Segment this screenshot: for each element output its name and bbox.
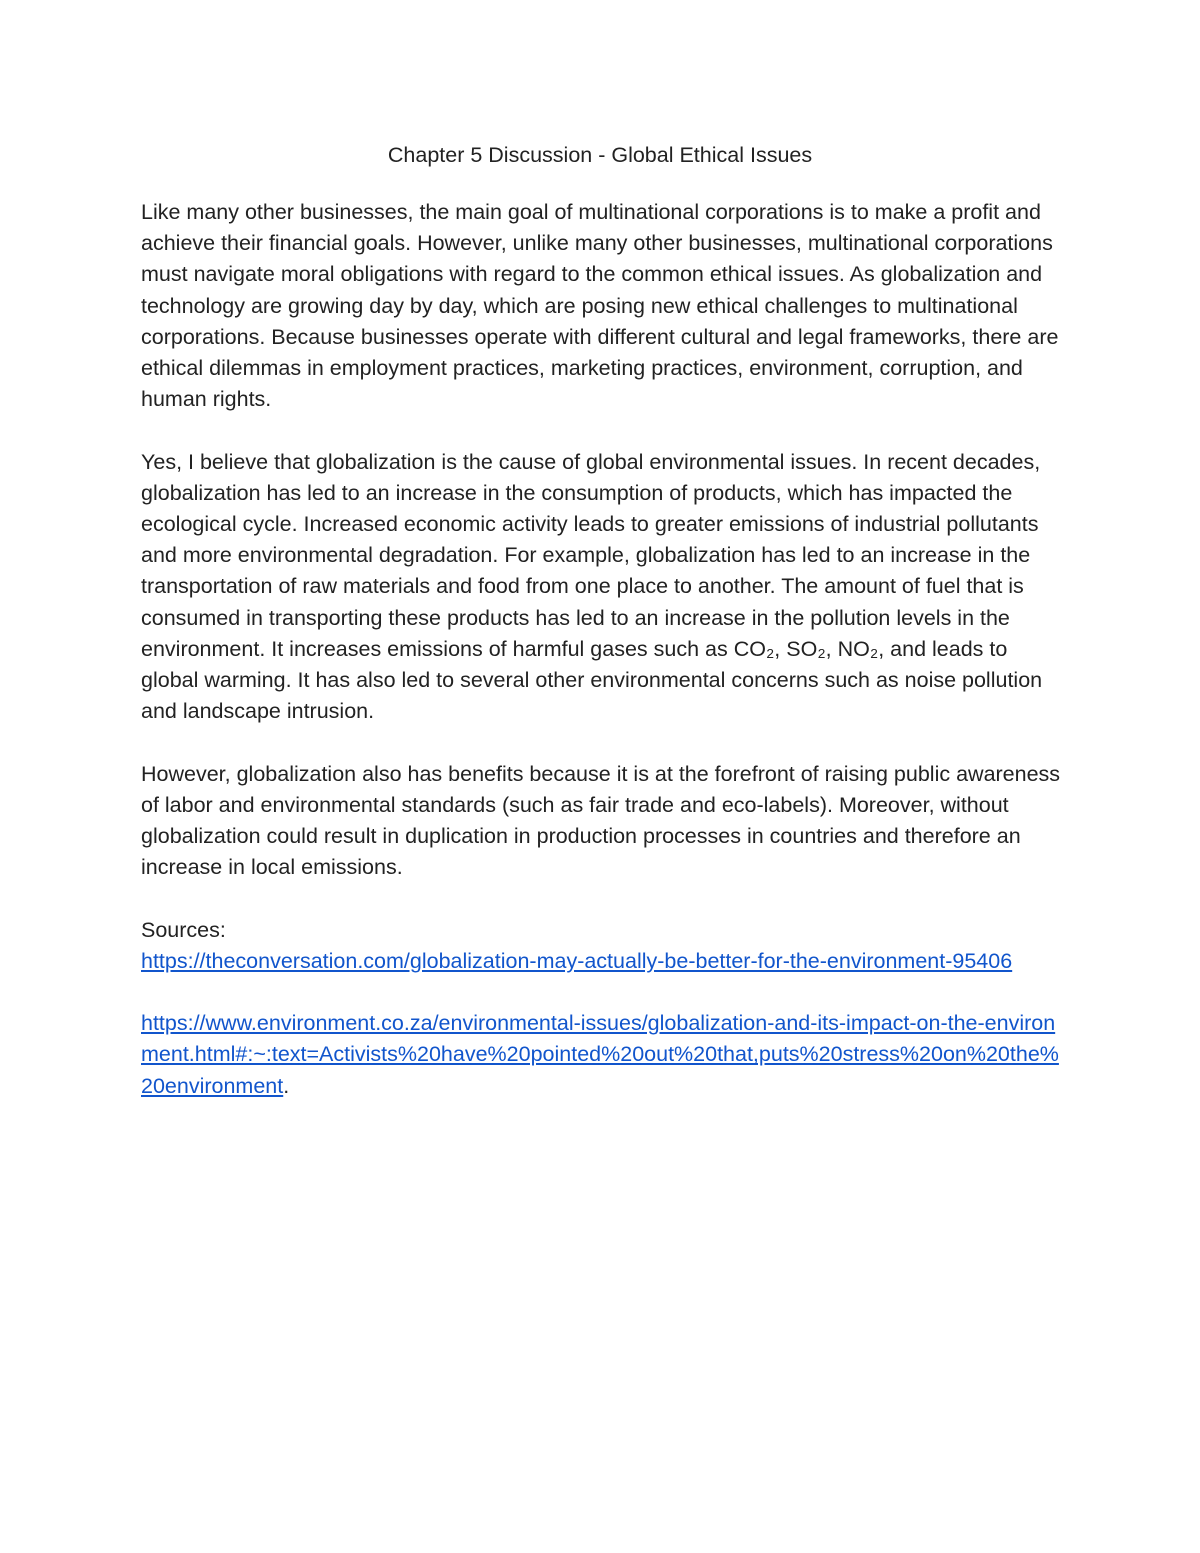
source-trailing-period: . (283, 1073, 290, 1098)
source-link-theconversation[interactable]: https://theconversation.com/globalization-may-actually-be-better-for-the-environment-95406 (141, 948, 1013, 973)
paragraph-intro: Like many other businesses, the main goal of multinational corporations is to make a profit and achieve their financial goals. However, unlike many other businesses, multinational corporations must navigate moral obligations with regard to the common ethical issues. As globalization and technology are growing day by day, which are posing new ethical challenges to multinational corporations. Because businesses operate with different cultural and legal frameworks, there are ethical dilemmas in employment practices, marketing practices, environment, corruption, and human rights. (141, 200, 1059, 412)
source-link-environment-co-za[interactable]: https://www.environment.co.za/environmental-issues/globalization-and-its-impact-on-the-environment.html#:~:text=Activists%20have%20pointed%20out%20that,puts%20stress%20on%20the%20environment (141, 1011, 1059, 1098)
paragraph-spacer (141, 727, 1061, 758)
paragraph-spacer (141, 415, 1061, 446)
paragraph-spacer (141, 977, 1061, 1008)
paragraph-environmental-issues: Yes, I believe that globalization is the cause of global environmental issues. In recent decades, globalization has led to an increase in the consumption of products, which has impacted the ecological cycle. Increased economic activity leads to greater emissions of industrial pollutants and more environmental degradation. For example, globalization has led to an increase in the transportation of raw materials and food from one place to another. The amount of fuel that is consumed in transporting these products has led to an increase in the pollution levels in the environment. It increases emissions of harmful gases such as CO₂, SO₂, NO₂, and leads to global warming. It has also led to several other environmental concerns such as noise pollution and landscape intrusion. (141, 449, 1043, 724)
source-item-2 (141, 1008, 1061, 1102)
paragraph-spacer (141, 883, 1061, 914)
document-body (141, 197, 1061, 1102)
paragraph-benefits: However, globalization also has benefits because it is at the forefront of raising public awareness of labor and environmental standards (such as fair trade and eco-labels). Moreover, without globalization could result in duplication in production processes in countries and therefore an increase in local emissions. (141, 761, 1061, 880)
document-title: Chapter 5 Discussion - Global Ethical Issues (387, 143, 813, 167)
source-item-1 (141, 946, 1061, 977)
sources-label: Sources: (141, 917, 226, 942)
